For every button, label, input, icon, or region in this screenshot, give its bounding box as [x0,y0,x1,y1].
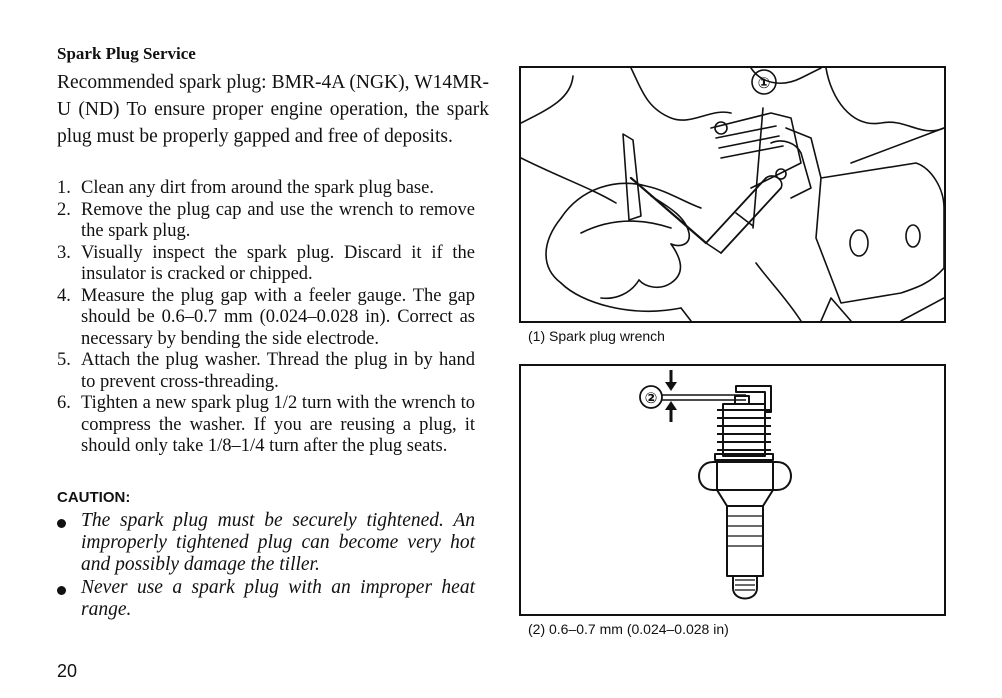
step-number: 6. [57,393,71,413]
caution-heading: CAUTION: [57,489,131,506]
caution-item [57,577,475,621]
step-text: Clean any dirt from around the spark plug base. [81,178,434,198]
figure-2-caption: (2) 0.6–0.7 mm (0.024–0.028 in) [528,621,729,637]
caution-item [57,510,475,576]
step-item [57,178,475,200]
step-text: Attach the plug washer. Thread the plug in by hand to prevent cross-threading. [81,350,475,392]
step-number: 3. [57,242,71,263]
step-number: 4. [57,285,71,306]
figure-1-caption: (1) Spark plug wrench [528,328,665,344]
step-text: Measure the plug gap with a feeler gauge. The gap should be 0.6–0.7 mm (0.024–0.028 in). Correct as necessary by bending the side electrode. [81,285,475,349]
step-item [57,200,475,243]
step-item [57,393,475,458]
wrench-illustration [521,68,944,321]
figure-2-callout: ② [644,389,658,407]
intro-paragraph: Recommended spark plug: BMR-4A (NGK), W14MR-U (ND) To ensure proper engine operation, the spark plug must be properly gapped and free of deposits. [57,72,489,147]
section-title: Spark Plug Service [57,44,196,63]
caution-list [57,510,475,622]
step-text: Remove the plug cap and use the wrench to remove the spark plug. [81,199,475,241]
figure-1-callout: ① [757,74,771,92]
bullet-icon [57,586,66,595]
bullet-icon [57,519,66,528]
caution-text: The spark plug must be securely tightened. An improperly tightened plug can become very hot and possibly damage the tiller. [81,510,475,575]
figure-spark-plug-wrench [519,66,946,323]
step-item [57,243,475,286]
step-text: Visually inspect the spark plug. Discard it if the insulator is cracked or chipped. [81,242,475,284]
step-number: 5. [57,350,71,370]
step-item [57,350,475,393]
caution-text: Never use a spark plug with an improper heat range. [81,577,475,620]
spark-plug-illustration [521,366,944,614]
page-number: 20 [57,661,78,681]
service-steps-list [57,178,475,458]
figure-spark-plug-gap [519,364,946,616]
step-number: 2. [57,199,71,220]
step-item [57,286,475,351]
step-text: Tighten a new spark plug 1/2 turn with the wrench to compress the washer. If you are reusing a plug, it should only take 1/8–1/4 turn after the plug seats. [81,393,475,456]
step-number: 1. [57,178,71,198]
